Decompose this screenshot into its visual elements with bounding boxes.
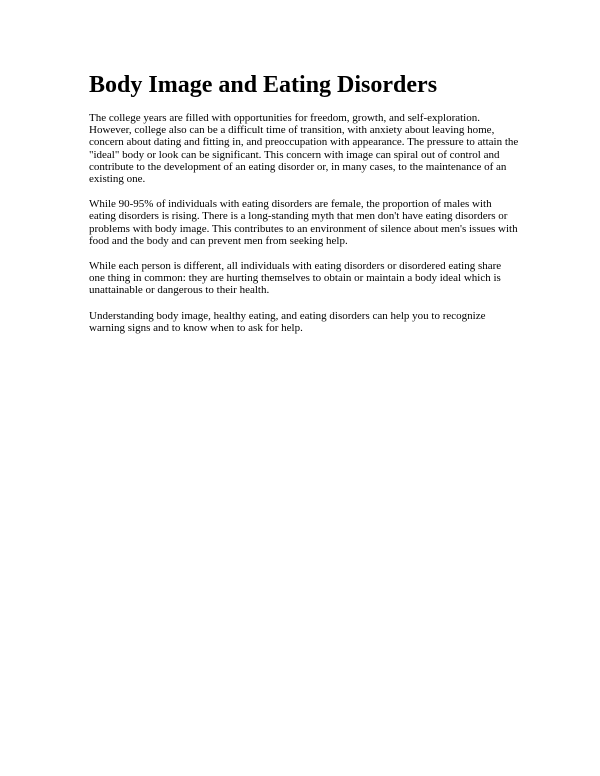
paragraph-warning-signs: Understanding body image, healthy eating, and eating disorders can help you to recognize warning signs and to know when to ask for help. — [89, 309, 486, 334]
paragraph-common-trait: While each person is different, all individuals with eating disorders or disordered eating share one thing in common: they are hurting themselves to obtain or maintain a body ideal which is unattainable or dangerous to their health. — [89, 260, 502, 297]
page-title: Body Image and Eating Disorders — [89, 72, 438, 98]
paragraph-male-eating-disorders: While 90-95% of individuals with eating disorders are female, the proportion of males with eating disorders is rising. There is a long-standing myth that men don't have eating disorders or problems with body image. This contributes to an environment of silence about men's issues with food and the body and can prevent men from seeking help. — [89, 198, 518, 247]
paragraph-college-years: The college years are filled with opportunities for freedom, growth, and self-exploration. However, college also can be a difficult time of transition, with anxiety about leaving home, concern about dating and fitting in, and preoccupation with appearance. The pressure to attain the "ideal" body or look can be significant. This concern with image can spiral out of control and contribute to the development of an eating disorder or, in many cases, to the maintenance of an existing one. — [89, 112, 519, 186]
document-content — [89, 70, 519, 347]
